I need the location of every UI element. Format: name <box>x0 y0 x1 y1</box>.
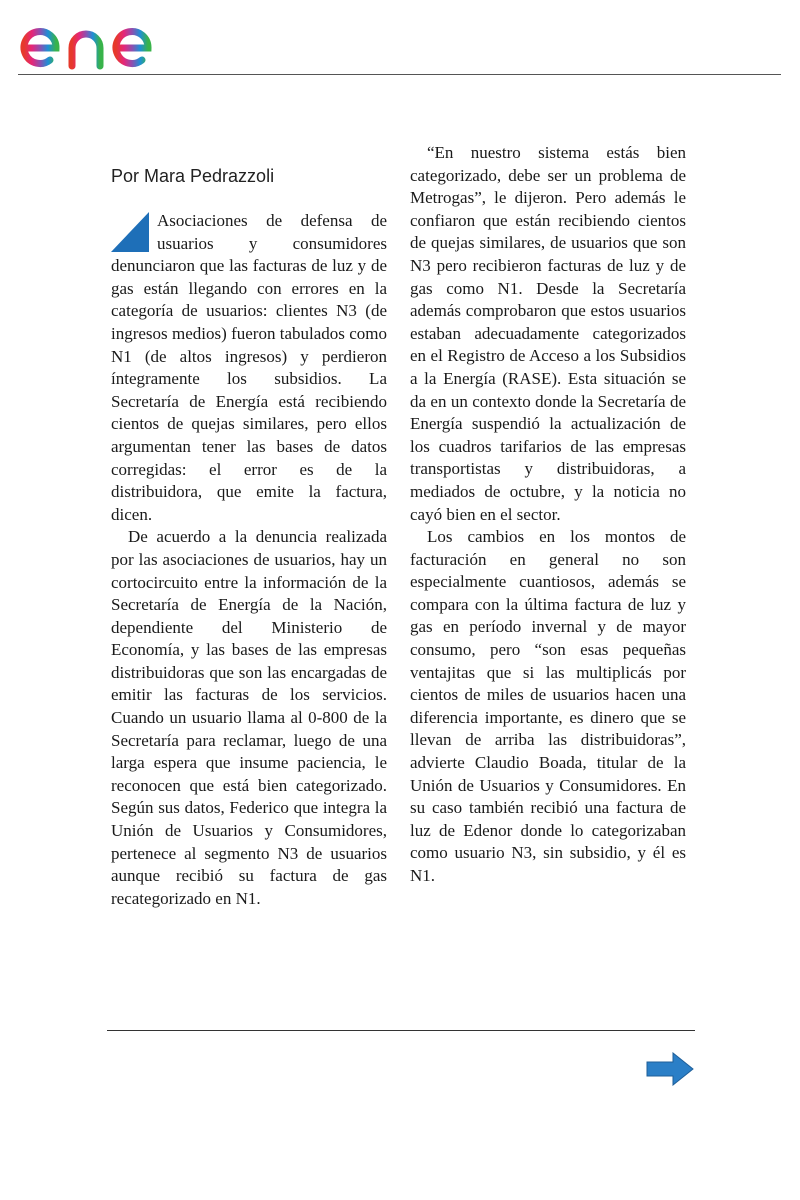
article-column-left <box>111 210 387 910</box>
byline: Por Mara Pedrazzoli <box>111 166 275 186</box>
triangle-dropcap-icon <box>111 212 149 252</box>
article-column-right <box>410 142 686 888</box>
paragraph: Asociaciones de defensa de usuarios y consumidores denunciaron que las facturas de luz y de gas están llegando con errores en la categoría de usuarios: clientes N3 (de ingresos medios) fueron tabulados como N1 (de altos ingresos) y perdieron íntegramente los subsidios. La Secretaría de Energía está recibiendo cientos de quejas similares, pero ellos argumentan tener las bases de datos corregidas: el error es de la distribuidora, que emite la factura, dicen. <box>111 211 387 524</box>
paragraph: De acuerdo a la denuncia realizada por las asociaciones de usuarios, hay un cortocircuito entre la información de la Secretaría de Energía de la Nación, dependiente del Ministerio de Economía, y las bases de las empresas distribuidoras que son las encargadas de emitir las facturas de los servicios. Cuando un usuario llama al 0-800 de la Secretaría para reclamar, luego de una larga espera que insume paciencia, le reconocen que está bien categorizado. Según sus datos, Federico que integra la Unión de Usuarios y Consumidores, pertenece al segmento N3 de usuarios aunque recibió su factura de gas recategorizado en N1. <box>111 527 387 908</box>
paragraph: “En nuestro sistema estás bien categorizado, debe ser un problema de Metrogas”, le dijeron. Pero además le confiaron que están recibiendo cientos de quejas similares, de usuarios que son N3 pero recibieron facturas de luz y de gas como N1. Desde la Secretaría además comprobaron que estos usuarios estaban adecuadamente categorizados en el Registro de Acceso a los Subsidios a la Energía (RASE). Esta situación se da en un contexto donde la Secretaría de Energía suspendió la actualización de los cuadros tarifarios de las empresas transportistas y distribuidoras, a mediados de octubre, y la noticia no cayó bien en el sector. <box>410 143 686 524</box>
paragraph: Los cambios en los montos de facturación en general no son especialmente cuantiosos, además se compara con la última factura de luz y gas en período invernal y de mayor consumo, pero “son esas pequeñas ventajitas que si las multiplicás por cientos de miles de usuarios hacen una diferencia importante, es dinero que se llevan de arriba las distribuidoras”, advierte Claudio Boada, titular de la Unión de Usuarios y Consumidores. En su caso también recibió una factura de luz de Edenor donde lo categorizaban como usuario N3, sin subsidio, y él es N1. <box>410 527 686 885</box>
next-arrow-icon[interactable] <box>645 1052 695 1086</box>
footer-rule <box>107 1030 695 1031</box>
enel-logo <box>18 4 193 70</box>
header-rule <box>18 74 781 75</box>
